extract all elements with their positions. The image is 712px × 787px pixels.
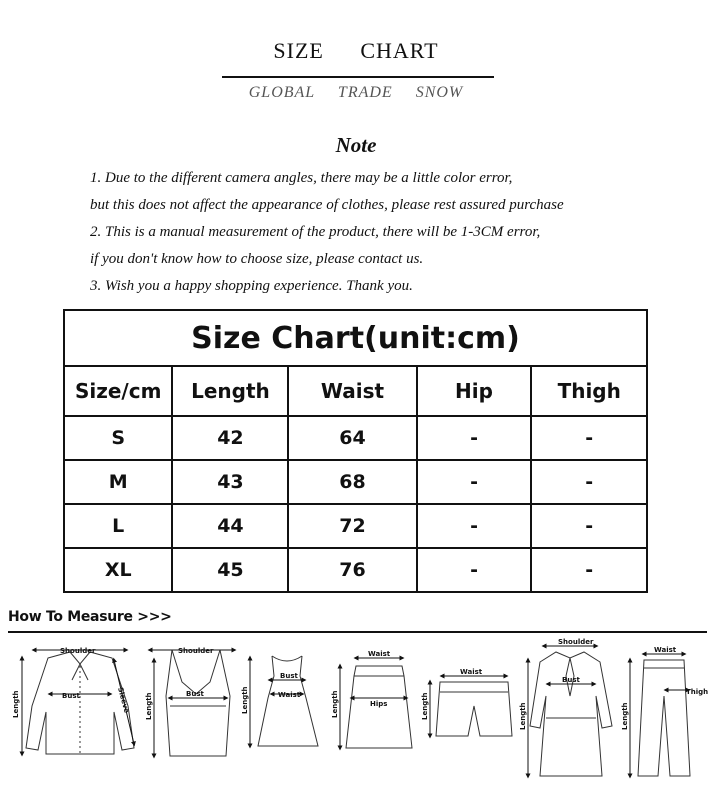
blouse-diagram bbox=[22, 650, 134, 754]
table-row bbox=[64, 504, 647, 548]
hip-cell: - bbox=[417, 548, 532, 592]
note-line: if you don't know how to choose size, please contact us. bbox=[90, 251, 424, 267]
dress-diagram bbox=[250, 656, 318, 746]
length-cell: 43 bbox=[172, 460, 288, 504]
thigh-cell: - bbox=[531, 460, 647, 504]
table-row bbox=[64, 460, 647, 504]
waist-cell: 64 bbox=[288, 416, 416, 460]
shoulder-label: Shoulder bbox=[178, 647, 214, 655]
thigh-label: Thigh bbox=[686, 688, 709, 696]
length-label: Length bbox=[519, 702, 527, 730]
table-header-row bbox=[64, 366, 647, 416]
size-cell: XL bbox=[64, 548, 172, 592]
camisole-diagram bbox=[150, 650, 234, 756]
triple-chevron-icon: >>> bbox=[137, 609, 172, 625]
hip-cell: - bbox=[417, 504, 532, 548]
waist-label: Waist bbox=[460, 668, 483, 676]
waist-label: Waist bbox=[368, 650, 391, 658]
shorts-diagram bbox=[430, 676, 512, 736]
how-to-measure-divider bbox=[8, 631, 707, 633]
shoulder-label: Shoulder bbox=[558, 638, 594, 646]
table-row bbox=[64, 416, 647, 460]
length-label: Length bbox=[241, 686, 249, 714]
note-heading: Note bbox=[335, 133, 377, 157]
header-length: Length bbox=[172, 366, 288, 416]
length-label: Length bbox=[331, 690, 339, 718]
header-waist: Waist bbox=[288, 366, 416, 416]
waist-label: Waist bbox=[278, 691, 301, 699]
title-divider bbox=[222, 76, 494, 78]
size-chart-title: SIZE CHART bbox=[273, 38, 439, 63]
waist-label: Waist bbox=[654, 646, 677, 654]
bust-label: Bust bbox=[186, 690, 204, 698]
shoulder-label: Shoulder bbox=[60, 647, 96, 655]
note-line: but this does not affect the appearance of clothes, please rest assured purchase bbox=[90, 197, 564, 213]
trousers-diagram bbox=[630, 654, 690, 776]
length-cell: 44 bbox=[172, 504, 288, 548]
length-label: Length bbox=[621, 702, 629, 730]
header-thigh: Thigh bbox=[531, 366, 647, 416]
length-label: Length bbox=[12, 690, 20, 718]
table-row bbox=[64, 548, 647, 592]
size-chart-table bbox=[63, 309, 648, 593]
waist-cell: 76 bbox=[288, 548, 416, 592]
size-cell: S bbox=[64, 416, 172, 460]
waist-cell: 72 bbox=[288, 504, 416, 548]
header-hip: Hip bbox=[417, 366, 532, 416]
note-line: 1. Due to the different camera angles, there may be a little color error, bbox=[90, 170, 513, 186]
hip-cell: - bbox=[417, 416, 532, 460]
bust-label: Bust bbox=[280, 672, 298, 680]
size-cell: M bbox=[64, 460, 172, 504]
thigh-cell: - bbox=[531, 504, 647, 548]
length-label: Length bbox=[145, 692, 153, 720]
thigh-cell: - bbox=[531, 548, 647, 592]
bust-label: Bust bbox=[562, 676, 580, 684]
table-caption: Size Chart(unit:cm) bbox=[64, 310, 647, 366]
length-cell: 45 bbox=[172, 548, 288, 592]
note-line: 3. Wish you a happy shopping experience. Thank you. bbox=[90, 278, 413, 294]
thigh-cell: - bbox=[531, 416, 647, 460]
waist-cell: 68 bbox=[288, 460, 416, 504]
bust-label: Bust bbox=[62, 692, 80, 700]
length-cell: 42 bbox=[172, 416, 288, 460]
coat-diagram bbox=[528, 646, 612, 776]
size-cell: L bbox=[64, 504, 172, 548]
note-line: 2. This is a manual measurement of the product, there will be 1-3CM error, bbox=[90, 224, 541, 240]
hips-label: Hips bbox=[370, 700, 388, 708]
sleeve-label: Sleeve bbox=[116, 686, 131, 714]
length-label: Length bbox=[421, 692, 429, 720]
measurement-diagrams bbox=[0, 636, 712, 787]
hip-cell: - bbox=[417, 460, 532, 504]
brand-subtitle: GLOBAL TRADE SNOW bbox=[248, 84, 464, 101]
header-size: Size/cm bbox=[64, 366, 172, 416]
how-to-measure-heading bbox=[8, 609, 172, 625]
how-to-measure-label: How To Measure bbox=[8, 609, 133, 625]
